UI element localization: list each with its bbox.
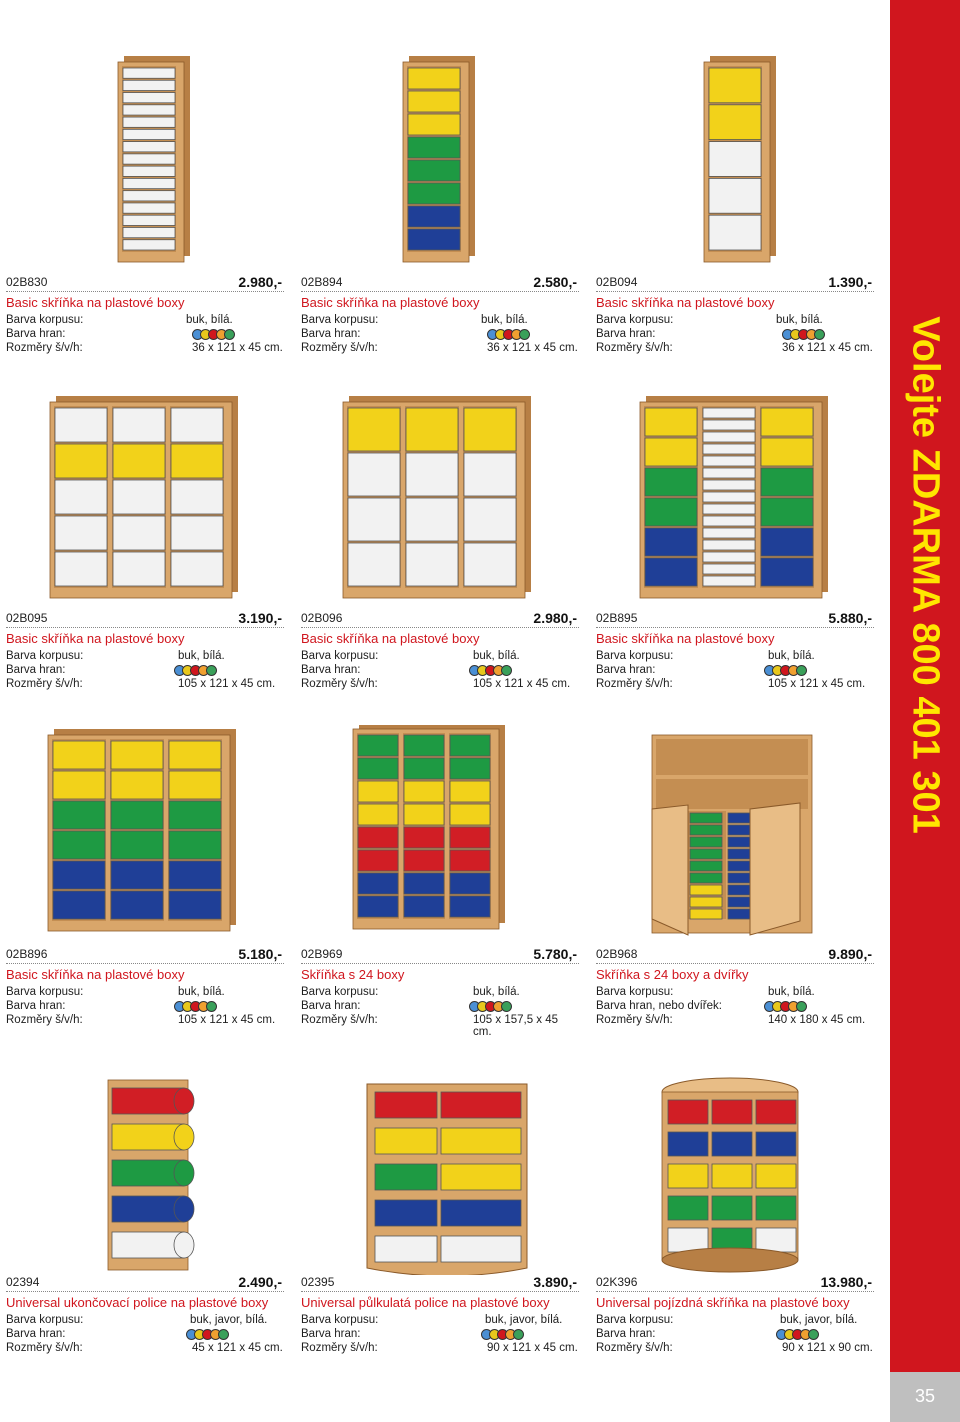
product-price: 1.390,-: [828, 274, 872, 290]
product-price: 2.580,-: [533, 274, 577, 290]
product-card: [295, 50, 580, 275]
color-swatches: [481, 1329, 524, 1340]
spec-korpus: [6, 986, 284, 1000]
spec-hran: [596, 664, 874, 678]
color-swatch: [206, 1001, 217, 1012]
product-price: 2.980,-: [533, 610, 577, 626]
spec-rozmery: [6, 1014, 284, 1028]
spec-korpus: [301, 650, 579, 664]
spec-korpus: [6, 1314, 284, 1328]
product-code: 02B094: [596, 275, 638, 289]
spec-korpus-value: buk, bílá.: [768, 650, 815, 662]
cabinet-image: [295, 1070, 585, 1275]
spec-korpus: [596, 314, 874, 328]
spec-rozmery: [6, 342, 284, 356]
product-code: 02B968: [596, 947, 638, 961]
spec-rozmery-value: 105 x 157,5 x 45 cm.: [473, 1014, 559, 1038]
spec-korpus-label: Barva korpusu:: [6, 314, 84, 326]
color-swatches: [764, 665, 807, 676]
spec-rozmery-label: Rozměry š/v/h:: [596, 1014, 673, 1026]
spec-rozmery-value: 140 x 180 x 45 cm.: [768, 1014, 866, 1026]
spec-hran-label: Barva hran:: [596, 664, 656, 676]
color-swatches: [469, 1001, 512, 1012]
spec-rozmery-label: Rozměry š/v/h:: [301, 1014, 378, 1026]
spec-korpus-label: Barva korpusu:: [301, 1314, 379, 1326]
product-name: Basic skříňka na plastové boxy: [6, 295, 185, 310]
product-header: [6, 272, 284, 292]
spec-korpus-label: Barva korpusu:: [596, 986, 674, 998]
color-swatch: [501, 665, 512, 676]
cabinet-image: [590, 1070, 880, 1275]
color-swatch: [513, 1329, 524, 1340]
product-card: [0, 50, 285, 275]
spec-hran: [6, 1328, 284, 1342]
spec-korpus: [6, 314, 284, 328]
spec-korpus-value: buk, javor, bílá.: [190, 1314, 268, 1326]
spec-hran: [301, 1328, 579, 1342]
spec-rozmery: [596, 1342, 874, 1356]
spec-rozmery: [596, 678, 874, 692]
spec-hran-label: Barva hran:: [301, 664, 361, 676]
product-header: [301, 272, 579, 292]
cabinet-image: [0, 50, 290, 270]
spec-korpus: [301, 314, 579, 328]
product-header: [301, 608, 579, 628]
product-name: Basic skříňka na plastové boxy: [6, 631, 185, 646]
cabinet-image: [0, 725, 290, 940]
product-name: Basic skříňka na plastové boxy: [301, 631, 480, 646]
product-price: 3.890,-: [533, 1274, 577, 1290]
product-name: Skříňka s 24 boxy a dvířky: [596, 967, 749, 982]
spec-rozmery-label: Rozměry š/v/h:: [596, 678, 673, 690]
spec-rozmery-value: 105 x 121 x 45 cm.: [473, 678, 571, 690]
product-info: [6, 1272, 284, 1356]
spec-hran-label: Barva hran:: [301, 1328, 361, 1340]
spec-rozmery-value: 36 x 121 x 45 cm.: [192, 342, 283, 354]
cabinet-image: [295, 725, 585, 940]
product-info: [301, 608, 579, 692]
spec-rozmery-value: 105 x 121 x 45 cm.: [768, 678, 866, 690]
spec-korpus-value: buk, bílá.: [178, 650, 225, 662]
product-info: [596, 608, 874, 692]
product-header: [596, 272, 874, 292]
spec-korpus: [596, 650, 874, 664]
spec-rozmery-value: 105 x 121 x 45 cm.: [178, 1014, 276, 1026]
spec-korpus-value: buk, bílá.: [481, 314, 528, 326]
color-swatch: [519, 329, 530, 340]
product-card: [590, 1070, 875, 1280]
product-price: 3.190,-: [238, 610, 282, 626]
spec-korpus-label: Barva korpusu:: [6, 650, 84, 662]
product-name: Basic skříňka na plastové boxy: [301, 295, 480, 310]
product-info: [6, 944, 284, 1028]
product-info: [301, 272, 579, 356]
product-info: [596, 944, 874, 1028]
spec-hran-label: Barva hran:: [301, 328, 361, 340]
spec-rozmery-label: Rozměry š/v/h:: [6, 342, 83, 354]
cabinet-image: [590, 388, 880, 608]
product-price: 13.980,-: [820, 1274, 872, 1290]
product-name: Skříňka s 24 boxy: [301, 967, 405, 982]
spec-hran: [301, 664, 579, 678]
product-header: [596, 944, 874, 964]
product-price: 9.890,-: [828, 946, 872, 962]
product-code: 02B895: [596, 611, 638, 625]
color-swatches: [174, 1001, 217, 1012]
spec-rozmery: [596, 1014, 874, 1028]
spec-hran: [301, 328, 579, 342]
spec-rozmery: [301, 678, 579, 692]
product-card: [295, 1070, 580, 1280]
spec-rozmery-label: Rozměry š/v/h:: [596, 1342, 673, 1354]
product-card: [295, 388, 580, 613]
product-name: Basic skříňka na plastové boxy: [596, 631, 775, 646]
spec-hran-label: Barva hran:: [6, 328, 66, 340]
product-name: Universal pojízdná skříňka na plastové boxy: [596, 1295, 850, 1310]
color-swatch: [206, 665, 217, 676]
spec-korpus-value: buk, bílá.: [186, 314, 233, 326]
spec-rozmery-value: 36 x 121 x 45 cm.: [487, 342, 578, 354]
product-card: [295, 725, 580, 945]
spec-hran: [6, 328, 284, 342]
spec-korpus-value: buk, bílá.: [768, 986, 815, 998]
sidebar-phone: [890, 300, 960, 850]
spec-hran-label: Barva hran:: [6, 664, 66, 676]
sidebar-phone-text: Volejte ZDARMA 800 401 301: [904, 316, 947, 834]
product-header: [596, 1272, 874, 1292]
color-swatch: [796, 1001, 807, 1012]
color-swatches: [764, 1001, 807, 1012]
color-swatches: [487, 329, 530, 340]
color-swatches: [192, 329, 235, 340]
spec-hran-label: Barva hran:: [301, 1000, 361, 1012]
spec-rozmery-label: Rozměry š/v/h:: [6, 1014, 83, 1026]
color-swatches: [776, 1329, 819, 1340]
product-price: 5.880,-: [828, 610, 872, 626]
spec-korpus-value: buk, javor, bílá.: [485, 1314, 563, 1326]
color-swatch: [796, 665, 807, 676]
spec-rozmery-value: 90 x 121 x 45 cm.: [487, 1342, 578, 1354]
product-price: 2.980,-: [238, 274, 282, 290]
spec-hran: [6, 1000, 284, 1014]
product-card: [590, 725, 875, 945]
product-card: [0, 388, 285, 613]
spec-hran: [596, 1328, 874, 1342]
product-name: Universal ukončovací police na plastové boxy: [6, 1295, 269, 1310]
product-card: [0, 725, 285, 945]
spec-korpus-label: Barva korpusu:: [6, 1314, 84, 1326]
product-header: [596, 608, 874, 628]
spec-rozmery: [596, 342, 874, 356]
color-swatches: [174, 665, 217, 676]
color-swatches: [469, 665, 512, 676]
cabinet-image: [0, 388, 290, 608]
product-info: [6, 272, 284, 356]
cabinet-image: [590, 50, 880, 270]
color-swatch: [224, 329, 235, 340]
product-card: [590, 50, 875, 275]
product-header: [6, 944, 284, 964]
product-code: 02B830: [6, 275, 48, 289]
cabinet-image: [295, 50, 585, 270]
product-header: [301, 944, 579, 964]
spec-korpus-value: buk, bílá.: [473, 986, 520, 998]
product-info: [6, 608, 284, 692]
spec-korpus-label: Barva korpusu:: [596, 314, 674, 326]
product-price: 5.180,-: [238, 946, 282, 962]
spec-korpus: [301, 986, 579, 1000]
product-card: [0, 1070, 285, 1280]
product-code: 02B894: [301, 275, 343, 289]
spec-korpus-label: Barva korpusu:: [6, 986, 84, 998]
spec-korpus-label: Barva korpusu:: [596, 1314, 674, 1326]
product-info: [596, 272, 874, 356]
spec-rozmery: [301, 1342, 579, 1356]
spec-hran-label: Barva hran:: [6, 1328, 66, 1340]
product-code: 02B096: [301, 611, 343, 625]
spec-rozmery-label: Rozměry š/v/h:: [6, 678, 83, 690]
product-code: 02395: [301, 1275, 335, 1289]
spec-korpus-value: buk, javor, bílá.: [780, 1314, 858, 1326]
color-swatches: [782, 329, 825, 340]
spec-rozmery-label: Rozměry š/v/h:: [301, 678, 378, 690]
cabinet-image: [590, 725, 880, 940]
spec-korpus-label: Barva korpusu:: [596, 650, 674, 662]
spec-korpus-value: buk, bílá.: [473, 650, 520, 662]
spec-hran: [596, 328, 874, 342]
spec-rozmery-value: 45 x 121 x 45 cm.: [192, 1342, 283, 1354]
cabinet-image: [295, 388, 585, 608]
spec-korpus: [6, 650, 284, 664]
product-name: Basic skříňka na plastové boxy: [6, 967, 185, 982]
cabinet-image: [0, 1070, 290, 1275]
product-card: [590, 388, 875, 613]
product-price: 5.780,-: [533, 946, 577, 962]
spec-rozmery: [301, 342, 579, 356]
color-swatches: [186, 1329, 229, 1340]
spec-hran-label: Barva hran:: [6, 1000, 66, 1012]
color-swatch: [808, 1329, 819, 1340]
spec-korpus: [596, 1314, 874, 1328]
spec-rozmery-value: 36 x 121 x 45 cm.: [782, 342, 873, 354]
product-info: [301, 944, 579, 1038]
spec-korpus-value: buk, bílá.: [178, 986, 225, 998]
product-name: Basic skříňka na plastové boxy: [596, 295, 775, 310]
spec-hran: [596, 1000, 874, 1014]
color-swatch: [218, 1329, 229, 1340]
product-name: Universal půlkulatá police na plastové boxy: [301, 1295, 550, 1310]
spec-rozmery-value: 105 x 121 x 45 cm.: [178, 678, 276, 690]
product-info: [596, 1272, 874, 1356]
spec-korpus-value: buk, bílá.: [776, 314, 823, 326]
spec-korpus: [596, 986, 874, 1000]
spec-rozmery-label: Rozměry š/v/h:: [301, 342, 378, 354]
product-code: 02394: [6, 1275, 40, 1289]
product-code: 02B969: [301, 947, 343, 961]
page-number: 35: [914, 1386, 936, 1406]
spec-hran-label: Barva hran, nebo dvířek:: [596, 1000, 722, 1012]
spec-rozmery: [6, 678, 284, 692]
spec-rozmery: [301, 1014, 579, 1038]
spec-korpus-label: Barva korpusu:: [301, 314, 379, 326]
spec-rozmery-label: Rozměry š/v/h:: [301, 1342, 378, 1354]
spec-korpus-label: Barva korpusu:: [301, 986, 379, 998]
spec-rozmery-label: Rozměry š/v/h:: [6, 1342, 83, 1354]
spec-rozmery-value: 90 x 121 x 90 cm.: [782, 1342, 873, 1354]
spec-hran: [6, 664, 284, 678]
spec-hran-label: Barva hran:: [596, 1328, 656, 1340]
color-swatch: [814, 329, 825, 340]
product-header: [6, 1272, 284, 1292]
spec-korpus: [301, 1314, 579, 1328]
spec-rozmery-label: Rozměry š/v/h:: [596, 342, 673, 354]
spec-hran: [301, 1000, 579, 1014]
product-code: 02B896: [6, 947, 48, 961]
product-price: 2.490,-: [238, 1274, 282, 1290]
product-code: 02B095: [6, 611, 48, 625]
page-number-box: [890, 1372, 960, 1422]
spec-rozmery: [6, 1342, 284, 1356]
color-swatch: [501, 1001, 512, 1012]
product-header: [301, 1272, 579, 1292]
spec-korpus-label: Barva korpusu:: [301, 650, 379, 662]
product-header: [6, 608, 284, 628]
product-info: [301, 1272, 579, 1356]
product-code: 02K396: [596, 1275, 638, 1289]
spec-hran-label: Barva hran:: [596, 328, 656, 340]
